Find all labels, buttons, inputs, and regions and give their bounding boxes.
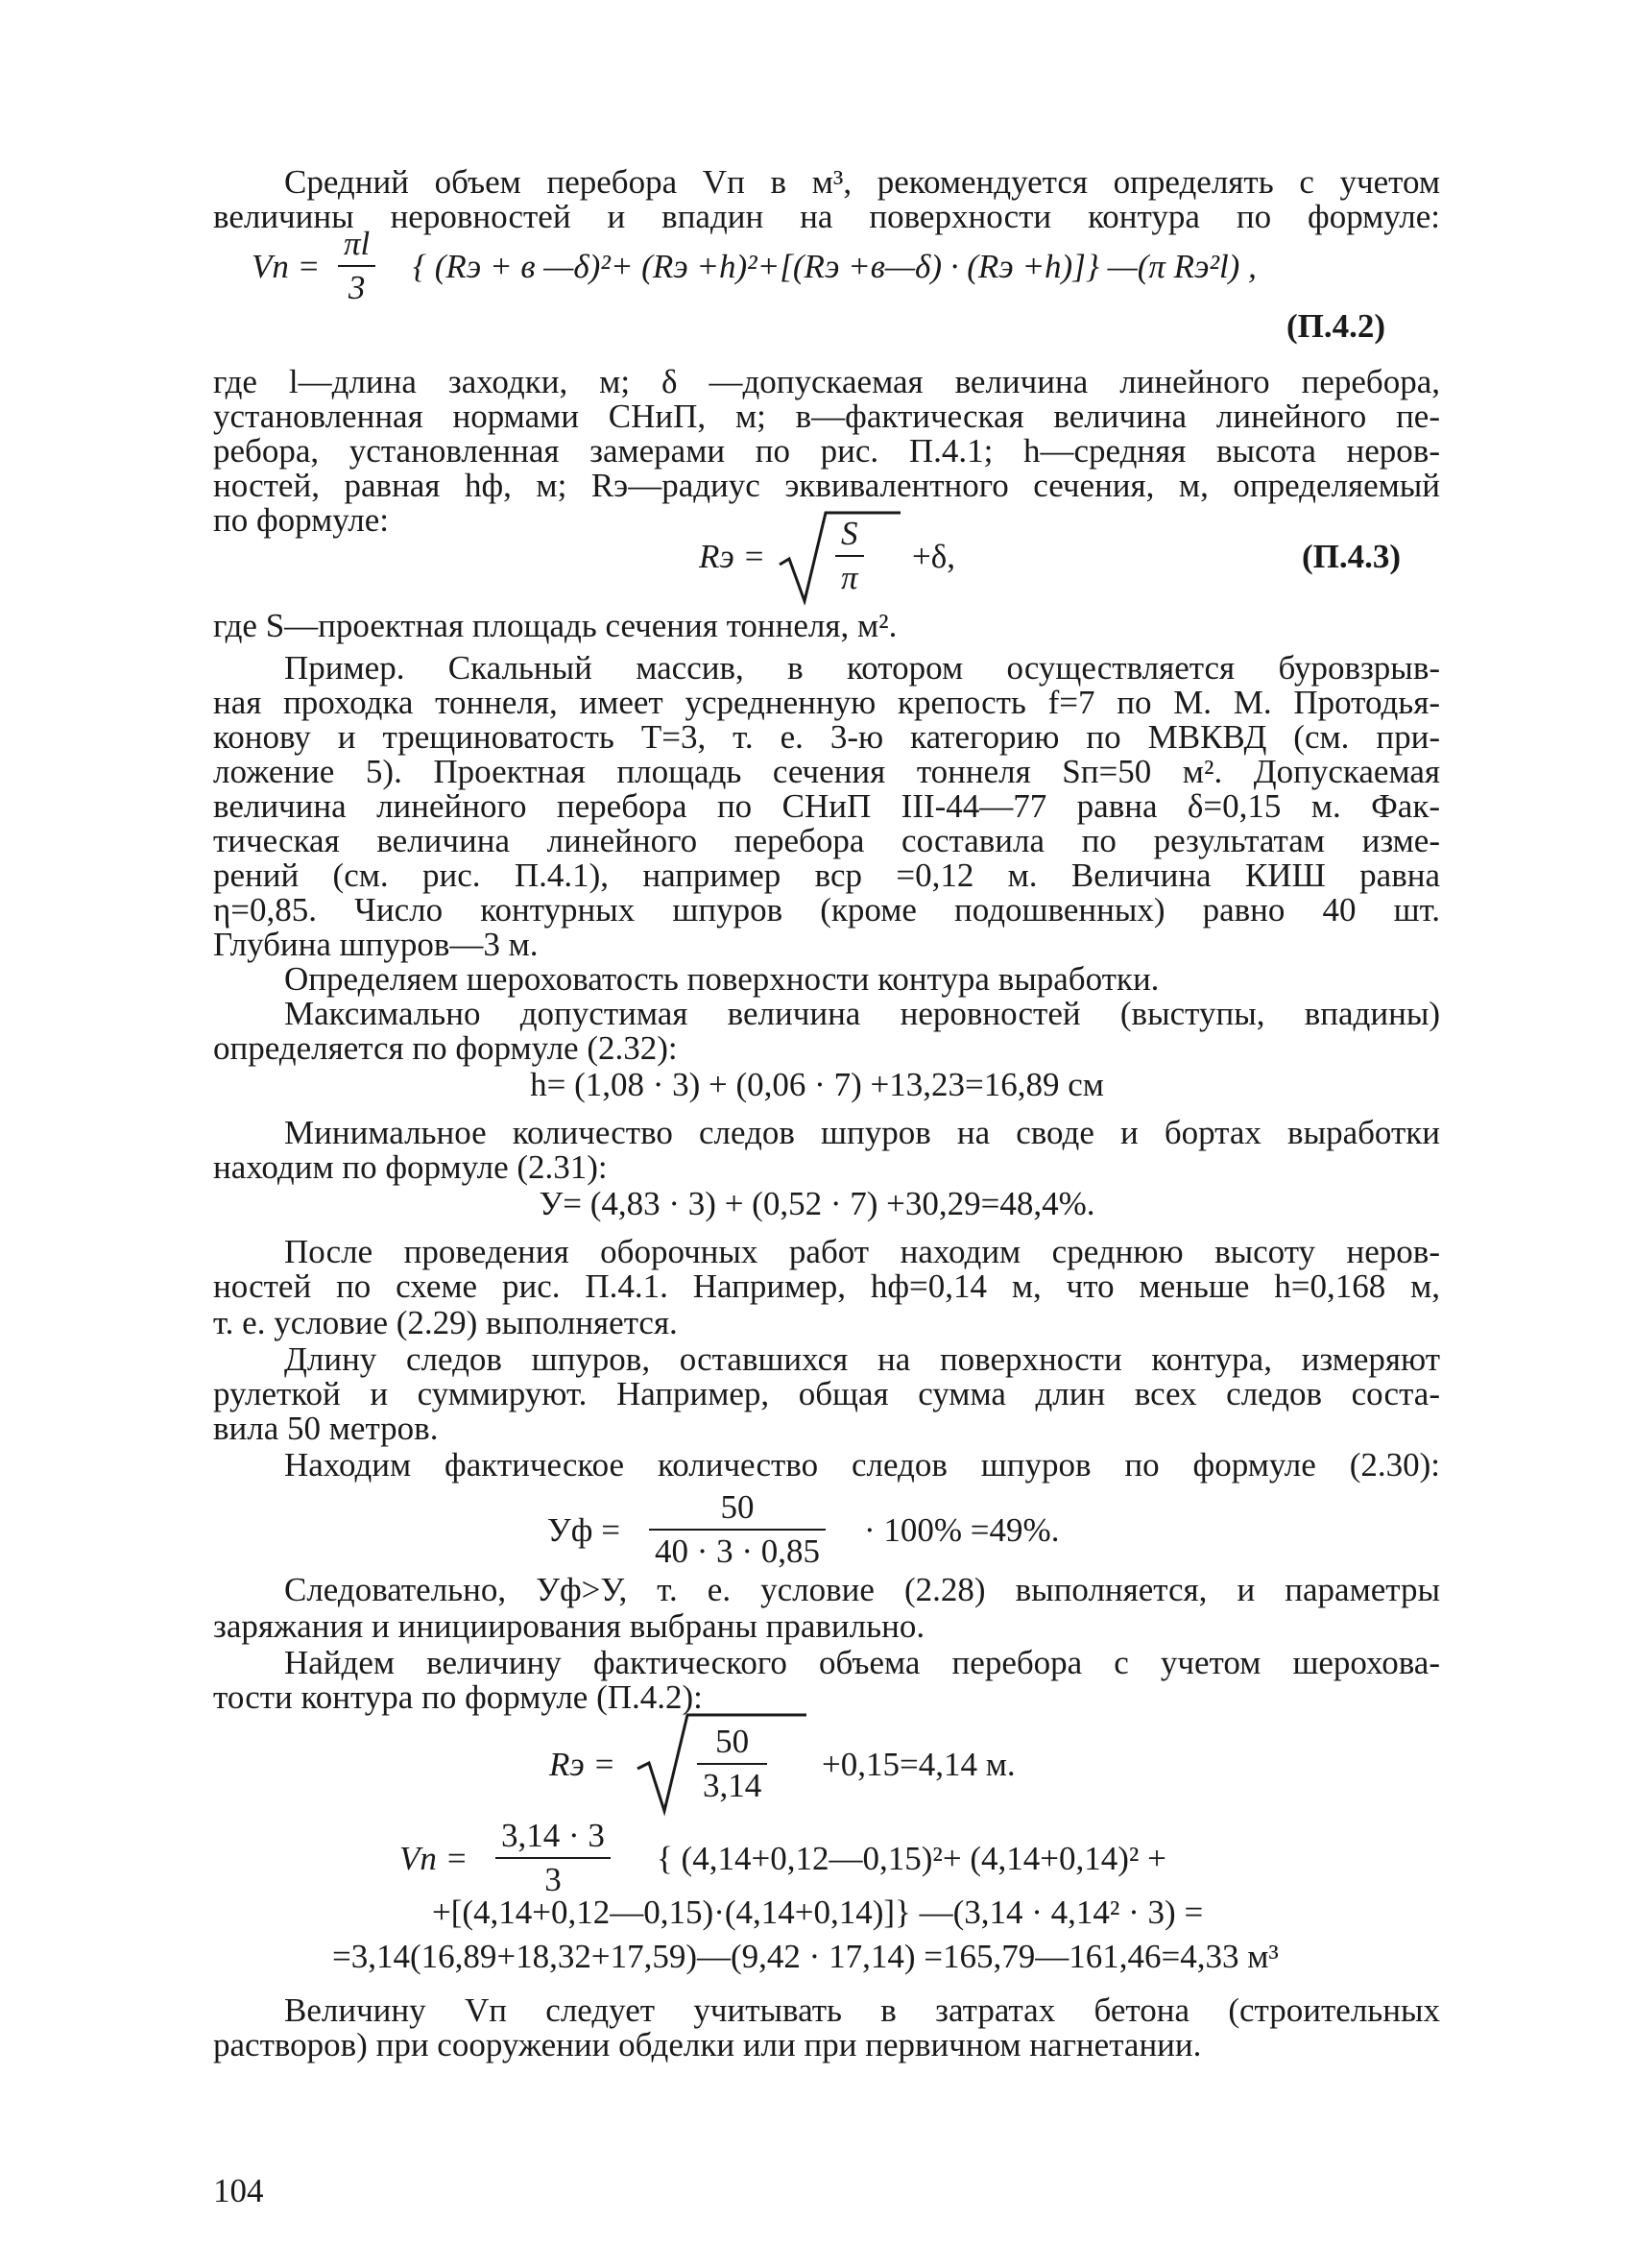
text-line: Длину следов шпуров, оставшихся на поверхности контура, измеряют — [284, 1340, 1440, 1378]
formula-rhs: { (4,14+0,12—0,15)²+ (4,14+0,14)² + — [657, 1840, 1166, 1877]
fraction-denominator: 3 — [544, 1861, 562, 1898]
text-line: ная проходка тоннеля, имеет усредненную крепость f=7 по М. М. Протодья- — [213, 684, 1440, 721]
text-line: заряжания и инициирования выбраны правильно. — [213, 1607, 925, 1645]
formula-rhs: { (Rэ + в —δ)²+ (Rэ +h)²+[(Rэ +в—δ) · (Rэ +h)]} —(π Rэ²l) , — [413, 248, 1257, 285]
page-number: 104 — [213, 2172, 264, 2209]
fraction-denominator: 40 · 3 · 0,85 — [655, 1532, 821, 1570]
text-line: тическая величина линейного перебора составила по результатам изме- — [213, 822, 1440, 859]
fraction-numerator: πl — [338, 225, 375, 267]
text-line: Определяем шероховатость поверхности контура выработки. — [284, 960, 1160, 998]
text-line: по формуле: — [213, 501, 389, 539]
text-line: Глубина шпуров—3 м. — [213, 926, 539, 963]
formula-lhs: Vп = — [252, 248, 321, 285]
text-line: После проведения оборочных работ находим среднюю высоту неров- — [284, 1233, 1440, 1270]
text-line: Величину Vп следует учитывать в затратах бетона (строительных — [284, 1991, 1440, 2029]
text-line: тости контура по формуле (П.4.2): — [213, 1678, 703, 1716]
text-line: ребора, установленная замерами по рис. П.4.1; h—средняя высота неров- — [213, 432, 1440, 470]
text-line: Найдем величину фактического объема перебора с учетом шерохова- — [284, 1644, 1440, 1681]
text-line: η=0,85. Число контурных шпуров (кроме подошвенных) равно 40 шт. — [213, 891, 1440, 929]
formula-lhs: Rэ = — [549, 1746, 616, 1783]
text-line: т. е. условие (2.29) выполняется. — [213, 1304, 678, 1341]
text-line: определяется по формуле (2.32): — [213, 1029, 678, 1067]
formula-fraction — [835, 515, 864, 597]
text-line: где S—проектная площадь сечения тоннеля, м². — [213, 607, 898, 644]
text-line: ностей, равная hф, м; Rэ—радиус эквивалентного сечения, м, определяемый — [213, 467, 1440, 504]
fraction-numerator: 50 — [649, 1488, 826, 1531]
text-line: Находим фактическое количество следов шпуров по формуле (2.30): — [284, 1446, 1440, 1484]
text-line: установленная нормами СНиП, м; в—фактическая величина линейного пе- — [213, 398, 1440, 435]
formula-lhs: Уф = — [547, 1511, 620, 1549]
fraction-numerator: S — [835, 515, 864, 557]
text-line: Следовательно, Уф>У, т. е. условие (2.28) выполняется, и параметры — [284, 1571, 1440, 1608]
formula-line: У= (4,83 · 3) + (0,52 · 7) +30,29=48,4%. — [539, 1185, 1095, 1222]
formula-fraction — [697, 1723, 767, 1805]
fraction-denominator: π — [841, 559, 858, 596]
formula-rhs: +0,15=4,14 м. — [822, 1746, 1016, 1783]
formula-lhs: Vп = — [399, 1840, 469, 1877]
formula-rhs: +δ, — [912, 538, 955, 575]
formula-tag: (П.4.2) — [1286, 307, 1386, 345]
text-line: величина линейного перебора по СНиП III-44—77 равна δ=0,15 м. Фак- — [213, 787, 1440, 825]
formula-tag: (П.4.3) — [1302, 538, 1402, 575]
formula-fraction — [649, 1488, 826, 1571]
text-line: Средний объем перебора Vп в м³, рекомендуется определять с учетом — [284, 163, 1440, 201]
fraction-numerator: 50 — [697, 1723, 767, 1765]
formula-line: +[(4,14+0,12—0,15)·(4,14+0,14)]} —(3,14 · 4,14² · 3) = — [432, 1894, 1204, 1931]
formula-fraction — [338, 225, 375, 307]
fraction-denominator: 3,14 — [703, 1767, 762, 1804]
text-line: рулеткой и суммируют. Например, общая сумма длин всех следов соста- — [213, 1375, 1440, 1412]
text-line: вила 50 метров. — [213, 1410, 439, 1447]
text-line: Пример. Скальный массив, в котором осуществляется буровзрыв- — [284, 649, 1440, 687]
formula-line: h= (1,08 · 3) + (0,06 · 7) +13,23=16,89 см — [530, 1066, 1104, 1103]
text-line: ложение 5). Проектная площадь сечения тоннеля Sп=50 м². Допускаемая — [213, 753, 1440, 790]
text-line: находим по формуле (2.31): — [213, 1148, 608, 1186]
text-line: рений (см. рис. П.4.1), например вср =0,12 м. Величина КИШ равна — [213, 857, 1440, 894]
text-line: растворов) при сооружении обделки или при первичном нагнетании. — [213, 2026, 1202, 2063]
formula-lhs: Rэ = — [699, 538, 766, 575]
text-line: величины неровностей и впадин на поверхности контура по формуле: — [213, 198, 1440, 235]
formula-rhs: · 100% =49%. — [864, 1511, 1060, 1549]
fraction-denominator: 3 — [348, 269, 366, 306]
formula-line: =3,14(16,89+18,32+17,59)—(9,42 · 17,14) =165,79—161,46=4,33 м³ — [332, 1938, 1279, 1975]
text-line: конову и трещиноватость Т=3, т. е. 3-ю категорию по МВКВД (см. при- — [213, 718, 1440, 756]
text-line: где l—длина заходки, м; δ —допускаемая величина линейного перебора, — [213, 363, 1440, 400]
text-line: Максимально допустимая величина неровностей (выступы, впадины) — [284, 995, 1440, 1032]
text-line: ностей по схеме рис. П.4.1. Например, hф=0,14 м, что меньше h=0,168 м, — [213, 1267, 1440, 1305]
fraction-numerator: 3,14 · 3 — [495, 1817, 611, 1859]
text-line: Минимальное количество следов шпуров на своде и бортах выработки — [284, 1114, 1440, 1151]
formula-fraction — [495, 1817, 611, 1899]
